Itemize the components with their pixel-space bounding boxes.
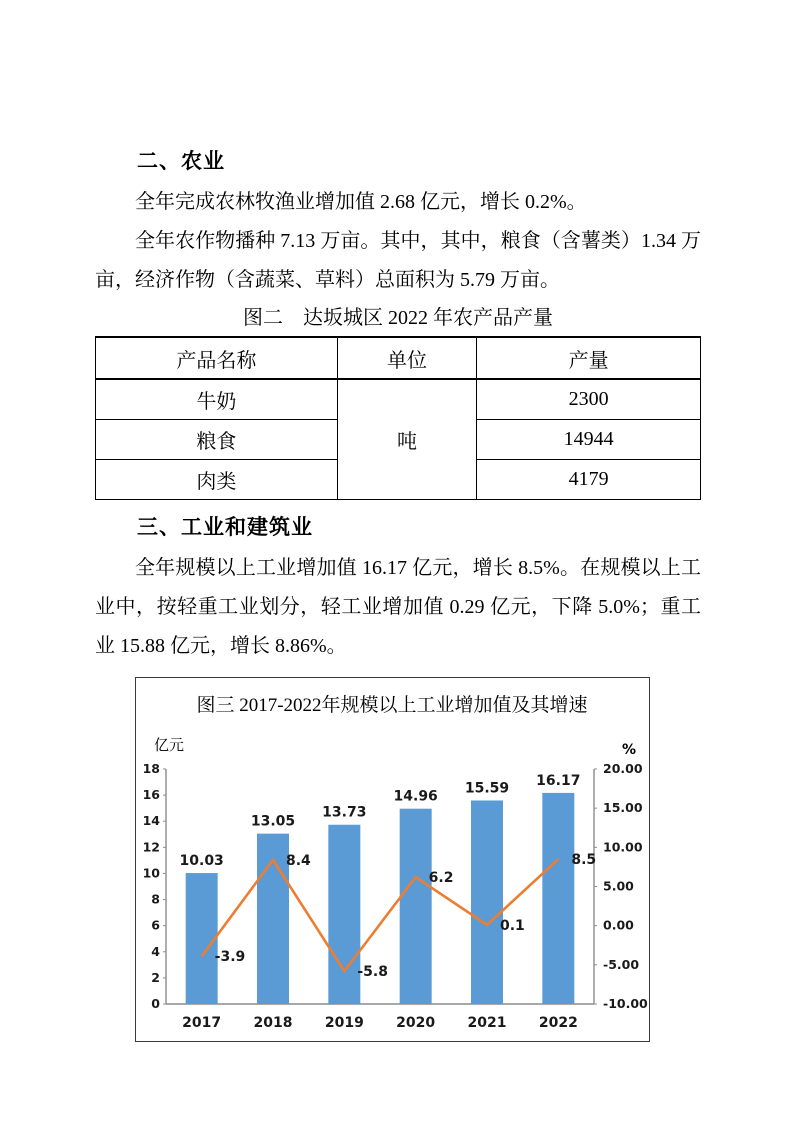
x-axis-label-2019: 2019: [324, 1015, 364, 1031]
right-axis-tick-label: 15.00: [603, 800, 643, 816]
right-axis-tick-label: 5.00: [603, 878, 634, 894]
right-axis-tick-label: 0.00: [603, 917, 634, 933]
left-axis-unit-label: 亿元: [154, 738, 185, 754]
bar-value-label: 16.17: [536, 772, 581, 789]
line-value-label: -3.9: [214, 949, 246, 966]
cell-product-name: 粮食: [96, 420, 338, 460]
bar-value-label: 14.96: [393, 788, 438, 805]
x-axis-label-2020: 2020: [396, 1015, 436, 1031]
line-value-label: 0.1: [500, 917, 525, 934]
left-axis-tick-label: 6: [151, 917, 160, 933]
right-axis-unit-label: %: [622, 742, 637, 758]
col-header-output: 产量: [477, 337, 701, 379]
right-axis-tick-label: -10.00: [603, 996, 648, 1011]
left-axis-tick-label: 10: [142, 865, 160, 881]
section-heading-agriculture: 二、农业: [137, 150, 225, 173]
bar-value-label: 10.03: [179, 853, 224, 870]
line-value-label: 8.4: [286, 852, 311, 869]
bar-2019: [328, 825, 360, 1004]
col-header-unit: 单位: [337, 337, 476, 379]
line-value-label: -5.8: [357, 964, 388, 981]
left-axis-tick-label: 12: [142, 839, 160, 855]
table-row: [96, 379, 701, 420]
table-caption: 图二 达坂城区 2022 年农产品产量: [243, 307, 553, 329]
cell-unit-merged: 吨: [337, 379, 476, 500]
right-axis-tick-label: 10.00: [603, 839, 643, 855]
cell-output: 2300: [477, 379, 701, 420]
cell-product-name: 牛奶: [96, 379, 338, 420]
cell-output: 14944: [477, 420, 701, 460]
industry-combo-chart: [135, 677, 650, 1042]
left-axis-tick-label: 8: [151, 891, 160, 907]
x-axis-label-2021: 2021: [467, 1015, 507, 1031]
bar-value-label: 13.73: [322, 804, 367, 821]
growth-rate-line: [202, 859, 559, 971]
left-axis-tick-label: 2: [151, 969, 160, 985]
cell-output: 4179: [477, 460, 701, 500]
agriculture-paragraph-2: 全年农作物播种 7.13 万亩。其中，其中，粮食（含薯类）1.34 万亩，经济作物（含蔬菜、草料）总面积为 5.79 万亩。: [95, 230, 701, 291]
bar-2022: [542, 793, 574, 1004]
col-header-product-name: 产品名称: [96, 337, 338, 379]
farm-products-table: [95, 336, 701, 500]
right-axis-tick-label: 20.00: [603, 761, 643, 776]
left-axis-tick-label: 14: [142, 813, 160, 829]
bar-value-label: 13.05: [250, 813, 296, 830]
x-axis-label-2022: 2022: [538, 1015, 578, 1031]
bar-value-label: 15.59: [464, 780, 510, 797]
left-axis-tick-label: 18: [142, 761, 160, 776]
agriculture-paragraph-1: 全年完成农林牧渔业增加值 2.68 亿元，增长 0.2%。: [135, 191, 587, 213]
industry-paragraph-1: 全年规模以上工业增加值 16.17 亿元，增长 8.5%。在规模以上工业中，按轻重工业划分，轻工业增加值 0.29 亿元，下降 5.0%；重工业 15.88 亿元，增长 8.86%。: [95, 557, 701, 657]
table-header-row: [96, 337, 701, 379]
left-axis-tick-label: 0: [151, 996, 160, 1011]
left-axis-tick-label: 4: [151, 943, 160, 959]
page-content: [95, 148, 701, 1042]
chart-title: 图三 2017-2022年规模以上工业增加值及其增速: [196, 695, 588, 716]
bar-2021: [471, 800, 503, 1004]
combo-chart-svg: [136, 678, 648, 1040]
x-axis-label-2017: 2017: [182, 1015, 222, 1031]
x-axis-label-2018: 2018: [253, 1015, 293, 1031]
cell-product-name: 肉类: [96, 460, 338, 500]
line-value-label: 6.2: [428, 870, 454, 887]
bar-2017: [186, 873, 218, 1004]
left-axis-tick-label: 16: [142, 787, 160, 803]
section-heading-industry: 三、工业和建筑业: [137, 516, 313, 539]
bar-2020: [400, 809, 432, 1004]
line-value-label: 8.5: [571, 852, 597, 869]
right-axis-tick-label: -5.00: [603, 956, 640, 972]
